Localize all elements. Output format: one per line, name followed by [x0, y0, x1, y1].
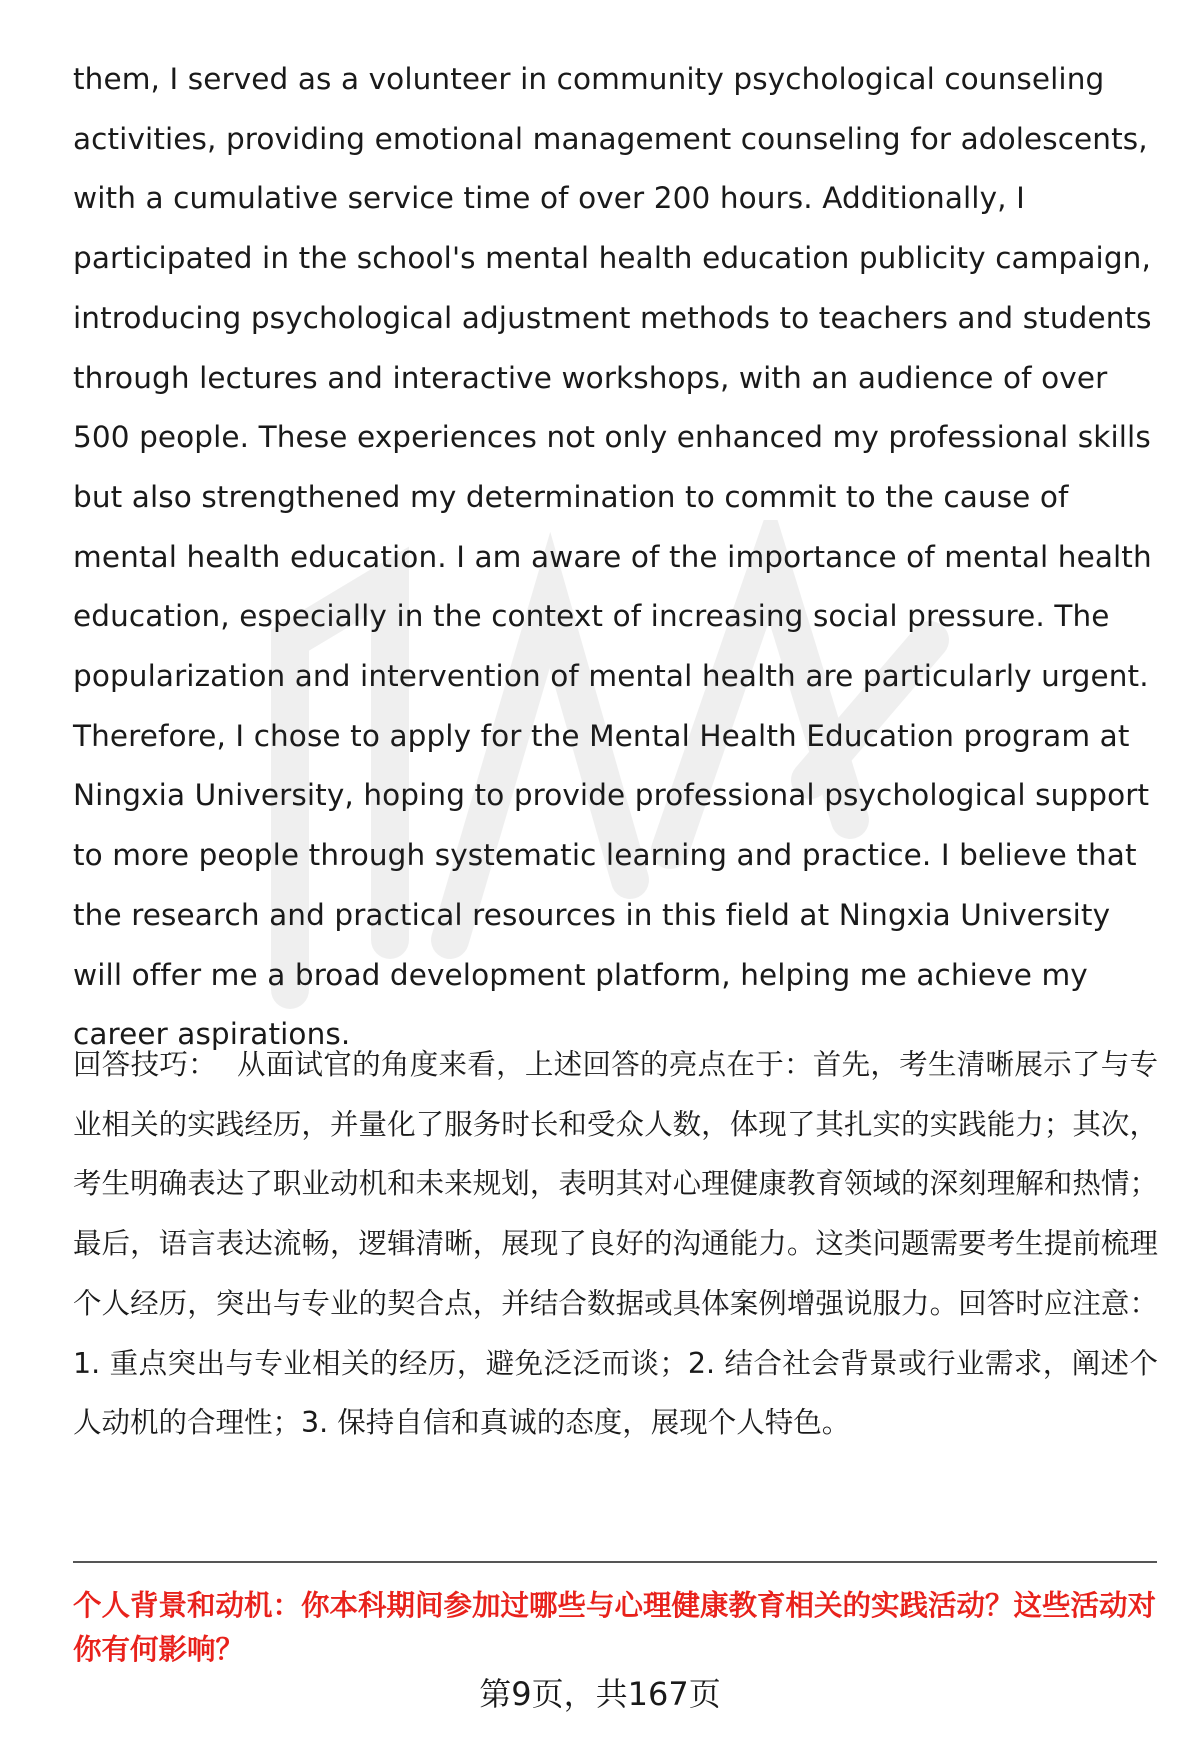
section-divider — [73, 1561, 1157, 1563]
answer-paragraph: them, I served as a volunteer in community psychological counseling activities, providing emotional management counseling for adolescents, with a cumulative service time of over 200 hours. Additionally, I participated in the school's mental health education publicity campaign, introducing psychological adjustment methods to teachers and students through lectures and interactive workshops, with an audience of over 500 people. These experiences not only enhanced my professional skills but also strengthened my determination to commit to the cause of mental health education. I am aware of the importance of mental health education, especially in the context of increasing social pressure. The popularization and intervention of mental health are particularly urgent. Therefore, I chose to apply for the Mental Health Education program at Ningxia University, hoping to provide professional psychological support to more people through systematic learning and practice. I believe that the research and practical resources in this field at Ningxia University will offer me a broad development platform, helping me achieve my career aspirations. — [73, 62, 1152, 1052]
tips-text: 从面试官的角度来看，上述回答的亮点在于：首先，考生清晰展示了与专业相关的实践经历，并量化了服务时长和受众人数，体现了其扎实的实践能力；其次，考生明确表达了职业动机和未来规划，表明其对心理健康教育领域的深刻理解和热情；最后，语言表达流畅，逻辑清晰，展现了良好的沟通能力。这类问题需要考生提前梳理个人经历，突出与专业的契合点，并结合数据或具体案例增强说服力。回答时应注意：1. 重点突出与专业相关的经历，避免泛泛而谈；2. 结合社会背景或行业需求，阐述个人动机的合理性；3. 保持自信和真诚的态度，展现个人特色。 — [73, 1048, 1158, 1440]
page-number: 第9页，共167页 — [479, 1675, 721, 1713]
tips-label: 回答技巧： — [73, 1048, 217, 1081]
next-question-heading: 个人背景和动机：你本科期间参加过哪些与心理健康教育相关的实践活动？这些活动对你有何影响？ — [73, 1589, 1157, 1666]
answer-tips — [73, 1035, 1158, 1453]
